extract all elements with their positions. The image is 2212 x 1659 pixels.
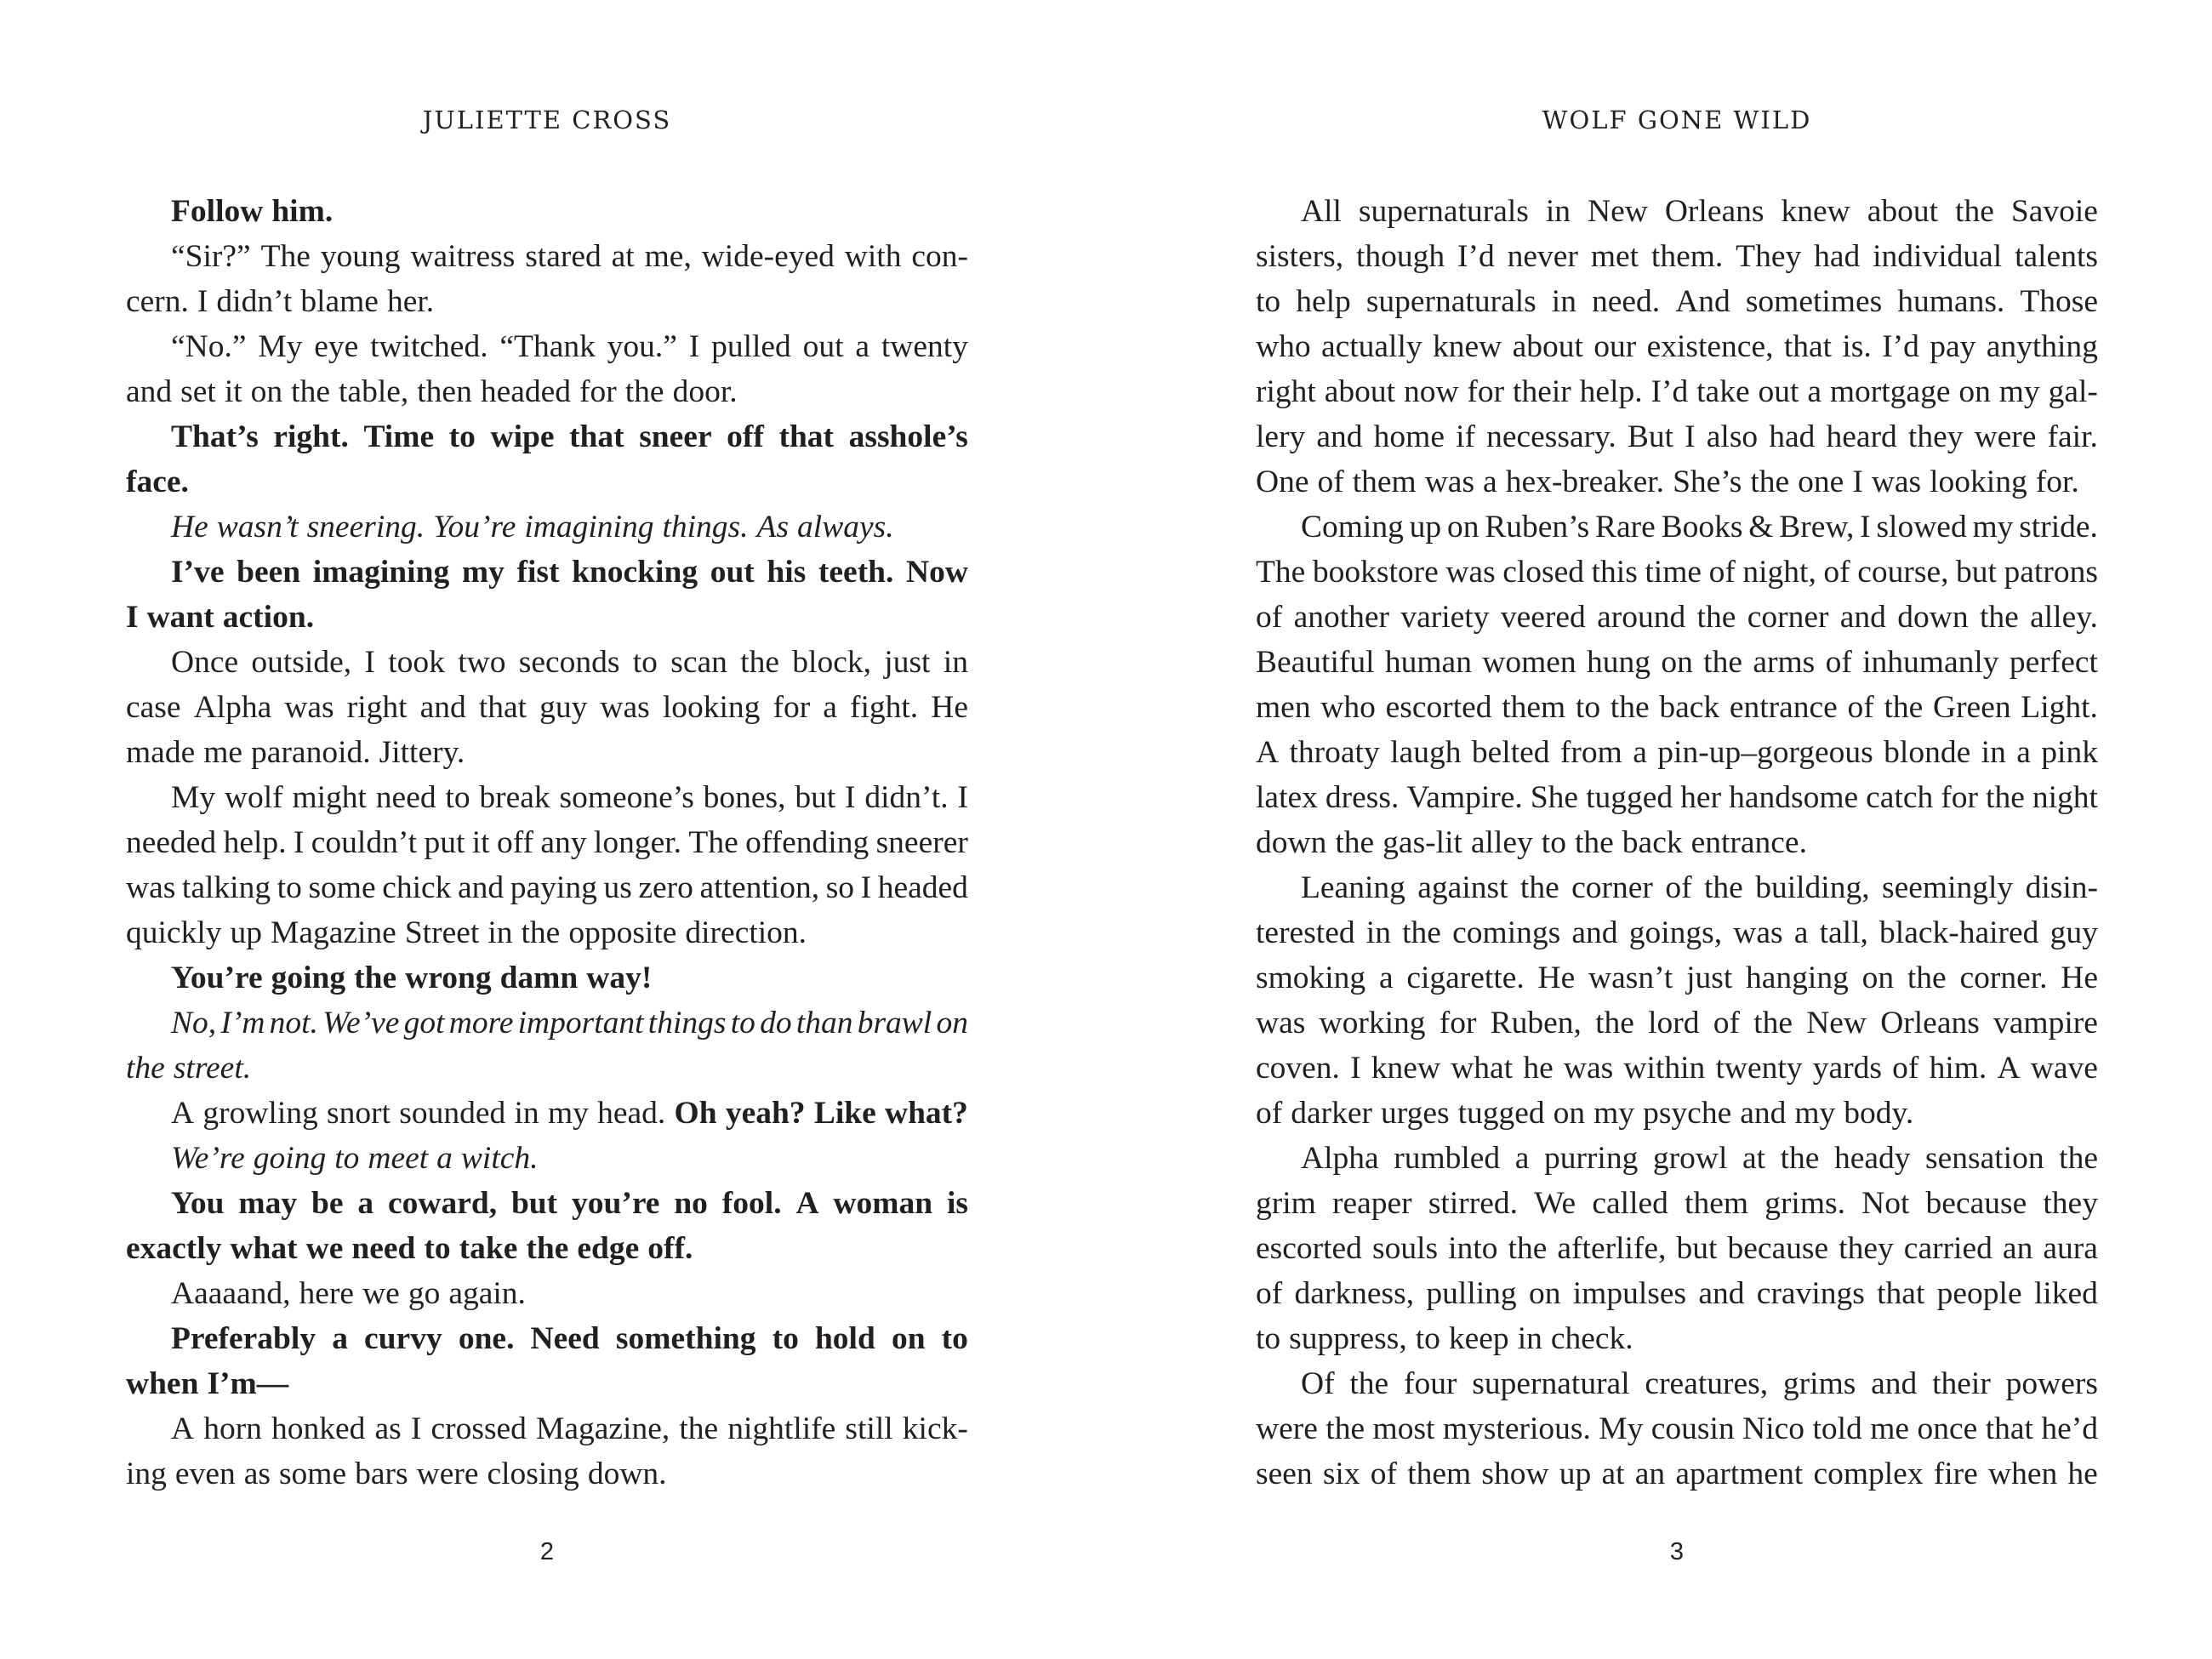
right-page [1256,0,2098,1659]
text-line: A growling snort sounded in my head. Oh yeah? Like what? [171,1096,968,1131]
text-line: of darkness, pulling on impulses and cravings that people liked [1256,1276,2098,1311]
left-page [126,0,968,1659]
text-line: “No.” My eye twitched. “Thank you.” I pulled out a twenty [171,329,968,364]
text-line: A throaty laugh belted from a pin-up–gorgeous blonde in a pink [1256,735,2098,770]
text-line: was talking to some chick and paying us zero attention, so I headed [126,870,968,905]
text-line: That’s right. Time to wipe that sneer off that asshole’s [171,419,968,454]
text-line: smoking a cigarette. He wasn’t just hanging on the corner. He [1256,961,2098,995]
text-line: to help supernaturals in need. And sometimes humans. Those [1256,284,2098,319]
text-line: needed help. I couldn’t put it off any longer. The offending sneerer [126,825,968,860]
text-line: Leaning against the corner of the building, seemingly disin- [1301,870,2098,905]
text-line: escorted souls into the afterlife, but because they carried an aura [1256,1231,2098,1266]
text-line: made me paranoid. Jittery. [126,735,465,770]
text-line: sisters, though I’d never met them. They had individual talents [1256,239,2098,274]
text-line: Follow him. [171,194,334,229]
running-head-title: WOLF GONE WILD [1542,105,1812,134]
text-line: the street. [126,1051,252,1086]
text-line: to suppress, to keep in check. [1256,1321,1633,1356]
text-line: quickly up Magazine Street in the opposite direction. [126,915,807,950]
text-line: No, I’m not. We’ve got more important things to do than brawl on [171,1006,968,1040]
text-line: grim reaper stirred. We called them grims. Not because they [1256,1186,2098,1221]
text-line: You’re going the wrong damn way! [171,961,653,995]
text-line: Coming up on Ruben’s Rare Books & Brew, I slowed my stride. [1301,510,2098,544]
text-line: The bookstore was closed this time of night, of course, but patrons [1256,555,2098,590]
text-line: cern. I didn’t blame her. [126,284,435,319]
text-line: A horn honked as I crossed Magazine, the nightlife still kick- [171,1411,968,1446]
text-line: He wasn’t sneering. You’re imagining things. As always. [171,510,894,544]
text-line: of another variety veered around the corner and down the alley. [1256,600,2098,635]
text-line: face. [126,465,189,499]
text-line: My wolf might need to break someone’s bones, but I didn’t. I [171,780,968,815]
text-line: Of the four supernatural creatures, grims and their powers [1301,1366,2098,1401]
text-line: exactly what we need to take the edge off. [126,1231,693,1266]
text-line: who actually knew about our existence, that is. I’d pay anything [1256,329,2098,364]
text-line: when I’m— [126,1366,289,1401]
text-line: seen six of them show up at an apartment complex fire when he [1256,1457,2098,1491]
text-line: down the gas-lit alley to the back entrance. [1256,825,1807,860]
page-number: 3 [1669,1538,1685,1565]
body-text [1256,189,2098,1497]
text-line: right about now for their help. I’d take out a mortgage on my gal- [1256,374,2098,409]
text-line: You may be a coward, but you’re no fool. A woman is [171,1186,968,1221]
text-line: were the most mysterious. My cousin Nico told me once that he’d [1256,1411,2098,1446]
text-line: case Alpha was right and that guy was looking for a fight. He [126,690,968,725]
text-line: Once outside, I took two seconds to scan the block, just in [171,645,968,680]
text-line: We’re going to meet a witch. [171,1141,539,1176]
text-line: Aaaaand, here we go again. [171,1276,526,1311]
text-line: “Sir?” The young waitress stared at me, wide-eyed with con- [171,239,968,274]
running-head-author: JULIETTE CROSS [422,105,672,134]
text-line: men who escorted them to the back entrance of the Green Light. [1256,690,2098,725]
text-line: terested in the comings and goings, was a tall, black-haired guy [1256,915,2098,950]
text-line: of darker urges tugged on my psyche and my body. [1256,1096,1914,1131]
text-line: Alpha rumbled a purring growl at the heady sensation the [1301,1141,2098,1176]
text-line: ing even as some bars were closing down. [126,1457,667,1491]
text-line: One of them was a hex-breaker. She’s the one I was looking for. [1256,465,2079,499]
body-text [126,189,968,1497]
text-line: Preferably a curvy one. Need something to hold on to [171,1321,968,1356]
page-number: 2 [539,1538,555,1565]
text-line: I’ve been imagining my fist knocking out his teeth. Now [171,555,968,590]
text-line: latex dress. Vampire. She tugged her handsome catch for the night [1256,780,2098,815]
text-line: coven. I knew what he was within twenty yards of him. A wave [1256,1051,2098,1086]
text-line: and set it on the table, then headed for the door. [126,374,738,409]
text-line: lery and home if necessary. But I also had heard they were fair. [1256,419,2098,454]
text-line: I want action. [126,600,315,635]
text-line: was working for Ruben, the lord of the New Orleans vampire [1256,1006,2098,1040]
text-line: Beautiful human women hung on the arms of inhumanly perfect [1256,645,2098,680]
text-line: All supernaturals in New Orleans knew about the Savoie [1301,194,2098,229]
